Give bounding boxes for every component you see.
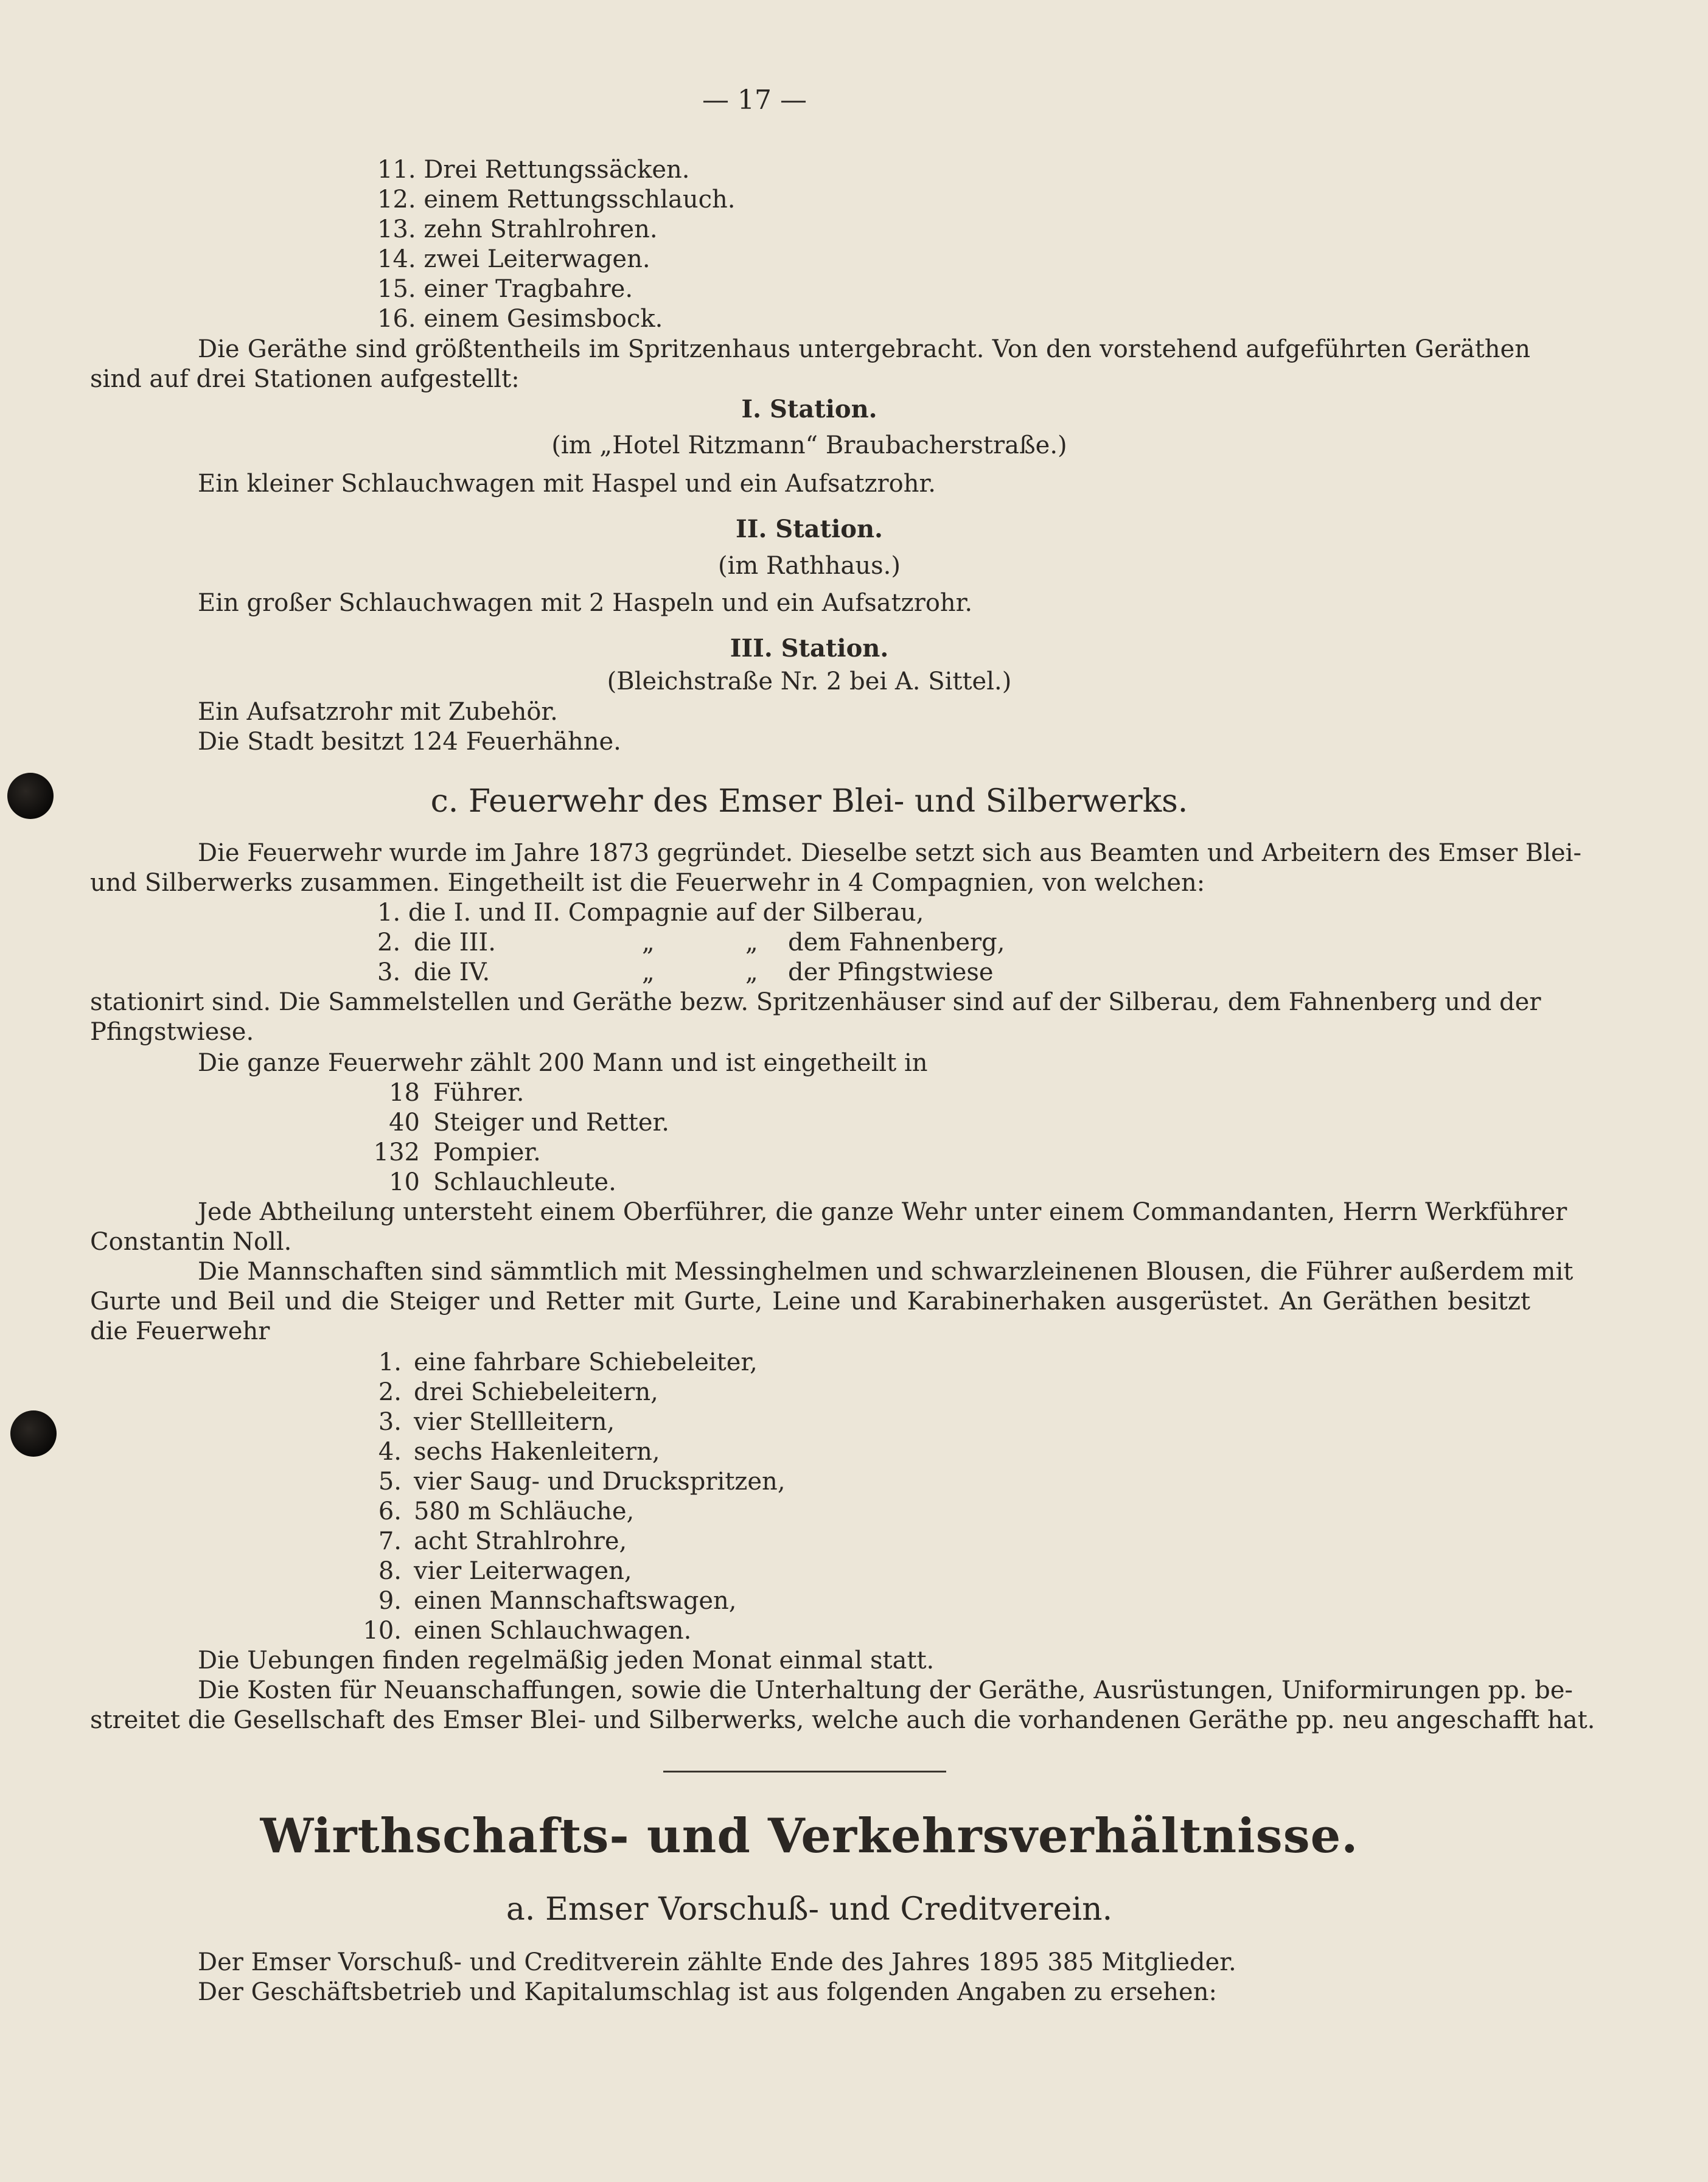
list-item-who: die III. <box>414 929 496 957</box>
station-title: III. Station. <box>730 634 889 663</box>
list-item-where: der Pfingstwiese <box>788 958 994 986</box>
list-item: 13. zehn Strahlrohren. <box>377 215 658 243</box>
ditto-mark: „ <box>745 958 758 986</box>
paragraph-line: Die Geräthe sind größtentheils im Spritzenhaus untergebracht. Von den vorstehend aufgeführten Geräthen <box>198 335 1530 363</box>
paragraph-line: Constantin Noll. <box>90 1228 292 1256</box>
paragraph-line: Die Uebungen finden regelmäßig jeden Monat einmal statt. <box>198 1647 935 1675</box>
station-place: (im „Hotel Ritzmann“ Braubacherstraße.) <box>551 431 1067 459</box>
paragraph-line: Der Geschäftsbetrieb und Kapitalumschlag ist aus folgenden Angaben zu ersehen: <box>198 1978 1217 2006</box>
list-item-number: 10. <box>363 1617 402 1645</box>
list-item: 12. einem Rettungsschlauch. <box>377 186 736 214</box>
list-item-text: sechs Hakenleitern, <box>414 1438 660 1466</box>
paragraph-line: streitet die Gesellschaft des Emser Blei- und Silberwerks, welche auch die vorhandenen Geräthe pp. neu angeschafft hat. <box>90 1706 1595 1734</box>
list-item-number: 1. <box>378 1348 402 1376</box>
list-item: 11. Drei Rettungssäcken. <box>377 156 690 184</box>
list-item-text: vier Stellleitern, <box>414 1408 615 1436</box>
list-item: 14. zwei Leiterwagen. <box>377 245 650 273</box>
station-title: I. Station. <box>741 395 877 424</box>
page-number: — 17 — <box>702 85 807 116</box>
main-heading: Wirthschafts- und Verkehrsverhältnisse. <box>260 1808 1359 1864</box>
list-item-text: einen Schlauchwagen. <box>414 1617 692 1645</box>
paragraph-line: die Feuerwehr <box>90 1317 270 1345</box>
list-item-text: einen Mannschaftswagen, <box>414 1587 737 1615</box>
list-item-number: 2. <box>377 929 401 957</box>
paragraph-line: Gurte und Beil und die Steiger und Retter mit Gurte, Leine und Karabinerhaken ausgerüstet. An Geräthen besitzt <box>90 1288 1530 1316</box>
paragraph-line: Der Emser Vorschuß- und Creditverein zählte Ende des Jahres 1895 385 Mitglieder. <box>198 1948 1236 1976</box>
station-line: Die Stadt besitzt 124 Feuerhähne. <box>198 728 621 756</box>
paragraph-line: stationirt sind. Die Sammelstellen und Geräthe bezw. Spritzenhäuser sind auf der Silberau, dem Fahnenberg und der <box>90 988 1541 1016</box>
paragraph-line: sind auf drei Stationen aufgestellt: <box>90 365 520 393</box>
station-line: Ein Aufsatzrohr mit Zubehör. <box>198 698 558 726</box>
station-place: (im Rathhaus.) <box>718 552 901 580</box>
list-item-number: 4. <box>378 1438 402 1466</box>
list-item: 1. die I. und II. Compagnie auf der Silberau, <box>377 899 924 927</box>
station-line: Ein kleiner Schlauchwagen mit Haspel und ein Aufsatzrohr. <box>198 470 936 498</box>
list-item-number: 8. <box>378 1557 402 1585</box>
paragraph-line: Die ganze Feuerwehr zählt 200 Mann und ist eingetheilt in <box>198 1049 928 1077</box>
division-count: 18 <box>389 1079 420 1107</box>
ditto-mark: „ <box>745 929 758 957</box>
division-count: 10 <box>389 1168 420 1196</box>
list-item-number: 6. <box>378 1497 402 1525</box>
paragraph-line: Pfingstwiese. <box>90 1018 254 1046</box>
list-item: 16. einem Gesimsbock. <box>377 305 663 333</box>
station-title: II. Station. <box>736 515 883 543</box>
division-count: 132 <box>373 1138 420 1166</box>
list-item-text: 580 m Schläuche, <box>414 1497 635 1525</box>
list-item-number: 5. <box>378 1468 402 1496</box>
ditto-mark: „ <box>642 929 655 957</box>
list-item-text: vier Saug- und Druckspritzen, <box>414 1468 786 1496</box>
list-item-text: acht Strahlrohre, <box>414 1527 627 1555</box>
paragraph-line: Die Mannschaften sind sämmtlich mit Messinghelmen und schwarzleinenen Blousen, die Führer außerdem mit <box>198 1258 1574 1286</box>
list-item-number: 2. <box>378 1378 402 1406</box>
list-item-number: 7. <box>378 1527 402 1555</box>
section-heading: a. Emser Vorschuß- und Creditverein. <box>506 1891 1113 1928</box>
list-item-who: die IV. <box>414 958 490 986</box>
list-item-number: 3. <box>378 1408 402 1436</box>
station-line: Ein großer Schlauchwagen mit 2 Haspeln und ein Aufsatzrohr. <box>198 589 973 617</box>
division-count: 40 <box>389 1109 420 1137</box>
division-name: Steiger und Retter. <box>433 1109 669 1137</box>
division-name: Pompier. <box>433 1138 541 1166</box>
section-divider <box>663 1771 946 1772</box>
paragraph-line: und Silberwerks zusammen. Eingetheilt ist die Feuerwehr in 4 Compagnien, von welchen: <box>90 869 1205 897</box>
list-item-where: dem Fahnenberg, <box>788 929 1005 957</box>
list-item-text: drei Schiebeleitern, <box>414 1378 658 1406</box>
station-place: (Bleichstraße Nr. 2 bei A. Sittel.) <box>607 667 1012 695</box>
list-item-text: eine fahrbare Schiebeleiter, <box>414 1348 758 1376</box>
paragraph-line: Jede Abtheilung untersteht einem Oberführer, die ganze Wehr unter einem Commandanten, Herrn Werkführer <box>198 1198 1567 1226</box>
division-name: Schlauchleute. <box>433 1168 616 1196</box>
list-item: 15. einer Tragbahre. <box>377 275 633 303</box>
section-heading: c. Feuerwehr des Emser Blei- und Silberwerks. <box>430 783 1188 820</box>
list-item-number: 9. <box>378 1587 402 1615</box>
list-item-number: 3. <box>377 958 401 986</box>
punch-hole-lower <box>10 1410 57 1457</box>
list-item-text: vier Leiterwagen, <box>414 1557 632 1585</box>
division-name: Führer. <box>433 1079 525 1107</box>
ditto-mark: „ <box>642 958 655 986</box>
paragraph-line: Die Kosten für Neuanschaffungen, sowie die Unterhaltung der Geräthe, Ausrüstungen, Uniformirungen pp. be- <box>198 1676 1573 1704</box>
paragraph-line: Die Feuerwehr wurde im Jahre 1873 gegründet. Dieselbe setzt sich aus Beamten und Arbeitern des Emser Blei- <box>198 839 1581 867</box>
